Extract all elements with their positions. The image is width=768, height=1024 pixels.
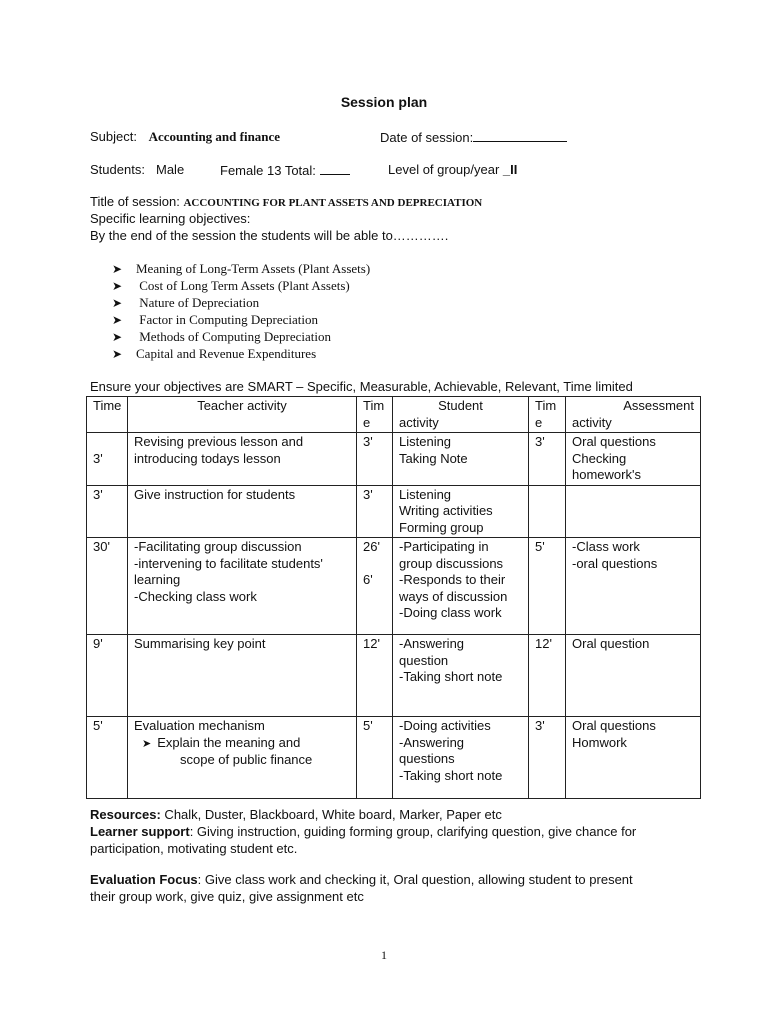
arrow-bullet-icon: ➤: [112, 313, 123, 327]
arrow-bullet-icon: ➤: [112, 330, 123, 344]
teacher-line: Evaluation mechanism: [134, 718, 265, 733]
header-time-3: [529, 397, 566, 433]
student-line: -Answering: [399, 734, 465, 750]
cell-time-3: [529, 635, 566, 717]
assessment-line: -Class work: [572, 539, 640, 554]
header-time-2: [357, 397, 393, 433]
cell-teacher: [128, 538, 357, 635]
evaluation-focus-section: [90, 871, 633, 905]
cell-teacher: [128, 485, 357, 538]
header-assessment-a: Assessment: [623, 398, 694, 413]
cell-time-2: [357, 485, 393, 538]
header-student-activity: [393, 397, 529, 433]
header-assessment-b: activity: [572, 414, 612, 430]
header-time-3-b: e: [535, 414, 543, 430]
objective-text: Capital and Revenue Expenditures: [136, 346, 317, 361]
time2-value: 3': [363, 434, 373, 449]
learner-support-value: : Giving instruction, guiding forming group, clarifying question, give chance for: [189, 824, 637, 839]
table-header-row: [87, 397, 701, 433]
assessment-line: homework's: [572, 467, 641, 482]
time2-value: 5': [363, 718, 373, 733]
assessment-line: Oral questions: [572, 718, 656, 733]
student-line: -Responds to their: [399, 572, 506, 587]
time-value: 3': [93, 486, 103, 502]
cell-time-2: [357, 538, 393, 635]
time3-value: 12': [535, 636, 552, 651]
learner-support-line: [90, 823, 636, 840]
cell-teacher: [128, 433, 357, 486]
cell-time: [87, 717, 128, 799]
teacher-line: -intervening to facilitate students': [134, 555, 323, 571]
cell-student: [393, 433, 529, 486]
students-total-label: Total:: [284, 163, 316, 178]
header-assessment-activity: [566, 397, 701, 433]
learner-support-value-2: participation, motivating student etc.: [90, 841, 298, 856]
objective-text: Nature of Depreciation: [136, 295, 260, 310]
student-line: Listening: [399, 434, 452, 449]
cell-time-2: [357, 717, 393, 799]
objective-text: Methods of Computing Depreciation: [136, 329, 331, 344]
header-time: Time: [87, 397, 128, 433]
cell-student: [393, 538, 529, 635]
evaluation-focus-line: [90, 871, 633, 888]
student-line: -Participating in: [399, 539, 489, 554]
students-female: Female 13: [220, 163, 282, 178]
time3-value: 3': [535, 718, 545, 733]
cell-time-2: [357, 635, 393, 717]
subject-label: Subject:: [90, 129, 137, 144]
students-male: Male: [156, 162, 185, 177]
evaluation-focus-label: Evaluation Focus: [90, 872, 198, 887]
teacher-bullet-cont: scope of public finance: [180, 752, 313, 767]
student-line: Taking Note: [399, 450, 468, 466]
smart-note: Ensure your objectives are SMART – Specific, Measurable, Achievable, Relevant, Time limited: [90, 379, 633, 394]
subject-value: Accounting and finance: [148, 129, 281, 144]
teacher-line: learning: [134, 572, 181, 587]
cell-time: [87, 538, 128, 635]
student-line: -Taking short note: [399, 669, 503, 684]
cell-time-3: [529, 538, 566, 635]
level-label: Level of group/year: [388, 162, 500, 177]
cell-assessment: [566, 433, 701, 486]
resources-line: [90, 806, 636, 823]
cell-student: [393, 717, 529, 799]
student-line: -Taking short note: [399, 767, 503, 783]
date-of-session: [380, 129, 567, 145]
teacher-bullet-text: Explain the meaning and: [157, 734, 301, 750]
table-row: [87, 485, 701, 538]
objectives-heading: Specific learning objectives:: [90, 211, 251, 226]
assessment-line: -oral questions: [572, 555, 658, 571]
time-value: 3': [93, 450, 103, 466]
table-row: [87, 717, 701, 799]
cell-assessment: [566, 538, 701, 635]
resources-section: [90, 806, 636, 857]
cell-student: [393, 635, 529, 717]
teacher-bullet: [134, 735, 350, 753]
student-line: Writing activities: [399, 503, 493, 518]
subject-line: [90, 129, 280, 145]
cell-time: [87, 433, 128, 486]
table-row: [87, 433, 701, 486]
table-row: [87, 635, 701, 717]
arrow-bullet-icon: ➤: [112, 347, 123, 361]
date-label: Date of session:: [380, 130, 474, 145]
assessment-line: Oral question: [572, 636, 650, 651]
cell-assessment: [566, 635, 701, 717]
session-table: [86, 396, 701, 799]
list-item: [112, 294, 370, 311]
list-item: [112, 345, 370, 362]
page-title: Session plan: [340, 94, 428, 110]
cell-assessment: [566, 485, 701, 538]
objectives-intro: By the end of the session the students will be able to………….: [90, 228, 449, 243]
time2-value: 26': [363, 539, 380, 554]
student-line: group discussions: [399, 555, 504, 571]
time-value: 9': [93, 636, 103, 651]
objectives-list: [112, 260, 370, 362]
teacher-line: Give instruction for students: [134, 486, 296, 502]
list-item: [112, 311, 370, 328]
cell-time-3: [529, 433, 566, 486]
session-title-label: Title of session:: [90, 194, 180, 209]
arrow-bullet-icon: ➤: [112, 279, 123, 293]
header-student-b: activity: [399, 414, 439, 430]
evaluation-focus-value-2: their group work, give quiz, give assignment etc: [90, 889, 364, 904]
student-line: -Answering: [399, 636, 465, 651]
cell-time-2: [357, 433, 393, 486]
student-line: ways of discussion: [399, 588, 508, 604]
cell-time-3: [529, 485, 566, 538]
student-line: Listening: [399, 486, 452, 502]
evaluation-focus-value: : Give class work and checking it, Oral question, allowing student to present: [197, 872, 633, 887]
time-value: 5': [93, 718, 103, 733]
session-title-value: ACCOUNTING FOR PLANT ASSETS AND DEPRECIATION: [183, 197, 483, 209]
time2-value: 12': [363, 636, 380, 651]
time3-value: 3': [535, 434, 545, 449]
header-time-2-a: Tim: [363, 398, 385, 413]
teacher-line: -Checking class work: [134, 588, 257, 604]
learner-support-label: Learner support: [90, 824, 190, 839]
teacher-line: -Facilitating group discussion: [134, 539, 302, 554]
student-line: Forming group: [399, 519, 484, 535]
resources-label: Resources:: [90, 807, 161, 822]
objective-text: Cost of Long Term Assets (Plant Assets): [136, 278, 350, 293]
header-teacher-activity: Teacher activity: [128, 397, 357, 433]
cell-teacher: [128, 635, 357, 717]
student-line: -Doing activities: [399, 718, 491, 733]
cell-time-3: [529, 717, 566, 799]
header-student-a: Student: [438, 398, 483, 413]
student-line: -Doing class work: [399, 605, 502, 620]
cell-assessment: [566, 717, 701, 799]
time2-value: 6': [363, 572, 373, 587]
cell-student: [393, 485, 529, 538]
date-blank: [473, 129, 567, 142]
students-label: Students:: [90, 162, 145, 177]
list-item: [112, 260, 370, 277]
cell-time: [87, 635, 128, 717]
assessment-line: Homwork: [572, 734, 627, 750]
teacher-line: introducing todays lesson: [134, 450, 281, 466]
arrow-bullet-icon: ➤: [112, 296, 123, 310]
assessment-line: Oral questions: [572, 434, 656, 449]
student-line: question: [399, 652, 449, 668]
objective-text: Factor in Computing Depreciation: [136, 312, 318, 327]
teacher-line: Revising previous lesson and: [134, 434, 304, 449]
arrow-bullet-icon: ➤: [142, 737, 152, 750]
header-time-2-b: e: [363, 414, 371, 430]
time-value: 30': [93, 539, 110, 554]
time2-value: 3': [363, 486, 373, 502]
cell-time: [87, 485, 128, 538]
resources-value: Chalk, Duster, Blackboard, White board, Marker, Paper etc: [160, 807, 502, 822]
list-item: [112, 328, 370, 345]
student-line: questions: [399, 751, 455, 766]
students-female-total: [220, 162, 350, 178]
total-blank: [320, 162, 350, 175]
arrow-bullet-icon: ➤: [112, 262, 123, 276]
objective-text: Meaning of Long-Term Assets (Plant Assets): [136, 261, 371, 276]
table-row: [87, 538, 701, 635]
level-value: _II: [502, 162, 518, 177]
header-time-3-a: Tim: [535, 398, 557, 413]
list-item: [112, 277, 370, 294]
page-number: 1: [381, 948, 387, 962]
assessment-line: Checking: [572, 450, 627, 466]
teacher-line: Summarising key point: [134, 636, 266, 651]
time3-value: 5': [535, 539, 545, 554]
session-title-line: [90, 194, 482, 209]
cell-teacher: [128, 717, 357, 799]
level-of-group: [388, 162, 517, 177]
